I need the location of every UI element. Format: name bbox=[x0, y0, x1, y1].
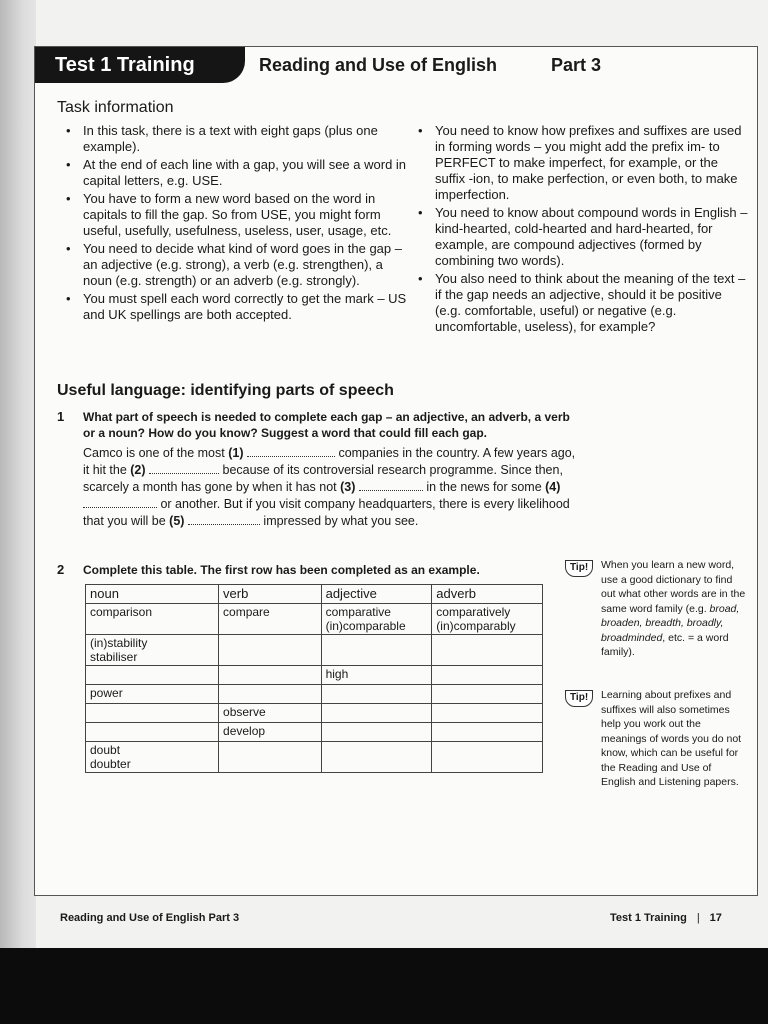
cell-adjective[interactable] bbox=[321, 635, 432, 666]
tip-text-part: , etc. = a word family). bbox=[601, 631, 729, 658]
table-body bbox=[86, 604, 543, 773]
footer-separator: | bbox=[696, 912, 700, 924]
passage-text: impressed by what you see. bbox=[259, 514, 419, 528]
cell-adverb[interactable] bbox=[432, 704, 543, 723]
table-row bbox=[86, 666, 543, 685]
header-noun: noun bbox=[86, 585, 219, 604]
header-adverb: adverb bbox=[432, 585, 543, 604]
cell-adjective: comparative (in)comparable bbox=[321, 604, 432, 635]
tip-badge: Tip! bbox=[565, 690, 593, 707]
gap-4-blank[interactable] bbox=[83, 497, 157, 508]
tip-badge: Tip! bbox=[565, 560, 593, 577]
passage-text: in the news for some bbox=[422, 480, 546, 494]
table-row bbox=[86, 635, 543, 666]
cell-noun[interactable] bbox=[86, 704, 219, 723]
gap-2-blank[interactable] bbox=[149, 463, 219, 474]
gap-3-label: (3) bbox=[340, 480, 356, 494]
book-spine-shadow bbox=[0, 0, 38, 950]
gap-5-blank[interactable] bbox=[188, 514, 260, 525]
passage-text: because of its controversial research programme. Since then, scarcely a month has gone by when it has not bbox=[83, 463, 563, 494]
cell-verb[interactable] bbox=[219, 685, 322, 704]
useful-language-heading: Useful language: identifying parts of speech bbox=[57, 382, 394, 399]
cell-adverb[interactable] bbox=[432, 635, 543, 666]
tip-text bbox=[601, 558, 747, 660]
bullet-item: • You must spell each word correctly to get the mark – US and UK spellings are both accepted. bbox=[57, 291, 407, 323]
tip-box-1 bbox=[565, 558, 747, 660]
gapped-passage bbox=[83, 445, 583, 530]
cell-noun: comparison bbox=[86, 604, 219, 635]
bullet-item: • You need to decide what kind of word goes in the gap – an adjective (e.g. strong), a verb (e.g. strengthen), a noun (e.g. strength) or an adverb (e.g. strongly). bbox=[57, 241, 407, 289]
gap-2-label: (2) bbox=[130, 463, 146, 477]
gap-5-label: (5) bbox=[169, 514, 185, 528]
header-part: Part 3 bbox=[551, 55, 602, 75]
tip-text-italic: broad, broaden, breadth, broadly, broadminded bbox=[601, 602, 740, 644]
gap-1-label: (1) bbox=[228, 446, 244, 460]
cell-verb[interactable] bbox=[219, 742, 322, 773]
header-title: Reading and Use of English bbox=[259, 55, 498, 75]
cell-adjective[interactable] bbox=[321, 704, 432, 723]
task-bullets-right bbox=[409, 123, 749, 337]
table-row bbox=[86, 742, 543, 773]
table-row bbox=[86, 723, 543, 742]
cell-adverb: comparatively (in)comparably bbox=[432, 604, 543, 635]
tip-text: Learning about prefixes and suffixes will also sometimes help you work out the meanings of words you do not know, which can be useful for the Reading and Use of English and Listening papers. bbox=[601, 689, 742, 788]
cell-verb: observe bbox=[219, 704, 322, 723]
task-bullets-left bbox=[57, 123, 407, 325]
passage-text: companies in the country. A few years ago, it hit the bbox=[83, 446, 576, 477]
header-tab: Test 1 Training bbox=[35, 47, 245, 83]
bullet-item: • You also need to think about the meaning of the text – if the gap needs an adjective, should it be positive (e.g. comfortable, useful) or negative (e.g. uncomfortable, useless), for example? bbox=[409, 271, 749, 335]
passage-text: or another. But if you visit company headquarters, there is every likelihood that you will be bbox=[83, 497, 570, 528]
gap-3-blank[interactable] bbox=[359, 480, 423, 491]
bullet-item: • You need to know how prefixes and suffixes are used in forming words – you might add the prefix im- to PERFECT to make imperfect, for example, or the suffix -ion, to make perfection, or even both, to make imperfection. bbox=[409, 123, 749, 203]
cell-noun: power bbox=[86, 685, 219, 704]
task-information-heading: Task information bbox=[57, 99, 174, 116]
footer-section-label: Reading and Use of English Part 3 bbox=[60, 912, 240, 924]
cell-noun[interactable] bbox=[86, 723, 219, 742]
cell-verb: compare bbox=[219, 604, 322, 635]
table-header-row bbox=[86, 585, 543, 604]
cell-noun: doubt doubter bbox=[86, 742, 219, 773]
footer-page-info bbox=[610, 912, 722, 924]
cell-adverb[interactable] bbox=[432, 666, 543, 685]
tip-text-part: When you learn a new word, use a good dictionary to find out what other words are in the same word family (e.g. bbox=[601, 559, 746, 615]
table-row bbox=[86, 704, 543, 723]
scan-background bbox=[0, 948, 768, 1024]
tip-box-2 bbox=[565, 688, 747, 790]
bullet-item: • In this task, there is a text with eight gaps (plus one example). bbox=[57, 123, 407, 155]
page-number: 17 bbox=[709, 912, 722, 924]
bullet-item: • You need to know about compound words in English – kind-hearted, cold-hearted and hard-hearted, for example, are compound adjectives (formed by combining two words). bbox=[409, 205, 749, 269]
page-frame bbox=[34, 46, 758, 896]
cell-adverb[interactable] bbox=[432, 685, 543, 704]
cell-adjective[interactable] bbox=[321, 723, 432, 742]
cell-verb: develop bbox=[219, 723, 322, 742]
cell-adjective[interactable] bbox=[321, 742, 432, 773]
cell-adjective: high bbox=[321, 666, 432, 685]
table-row bbox=[86, 685, 543, 704]
cell-noun: (in)stability stabiliser bbox=[86, 635, 219, 666]
table-row bbox=[86, 604, 543, 635]
question-1-text: What part of speech is needed to complete each gap – an adjective, an adverb, a verb or a noun? How do you know? Suggest a word that could fill each gap. bbox=[83, 410, 570, 440]
bullet-item: • At the end of each line with a gap, you will see a word in capital letters, e.g. USE. bbox=[57, 157, 407, 189]
footer-test-label: Test 1 Training bbox=[610, 912, 687, 924]
cell-verb[interactable] bbox=[219, 666, 322, 685]
cell-adverb[interactable] bbox=[432, 742, 543, 773]
question-2-text: Complete this table. The first row has been completed as an example. bbox=[83, 563, 480, 577]
cell-verb[interactable] bbox=[219, 635, 322, 666]
header-verb: verb bbox=[219, 585, 322, 604]
passage-text: Camco is one of the most bbox=[83, 446, 229, 460]
cell-adverb[interactable] bbox=[432, 723, 543, 742]
cell-noun[interactable] bbox=[86, 666, 219, 685]
question-2-number: 2 bbox=[57, 562, 65, 577]
question-1-number: 1 bbox=[57, 409, 65, 424]
gap-1-blank[interactable] bbox=[247, 446, 335, 457]
header-adjective: adjective bbox=[321, 585, 432, 604]
word-family-table bbox=[85, 584, 543, 773]
bullet-item: • You have to form a new word based on the word in capitals to fill the gap. So from USE, you might form useful, usefully, usefulness, useless, user, usage, etc. bbox=[57, 191, 407, 239]
gap-4-label: (4) bbox=[545, 480, 561, 494]
cell-adjective[interactable] bbox=[321, 685, 432, 704]
